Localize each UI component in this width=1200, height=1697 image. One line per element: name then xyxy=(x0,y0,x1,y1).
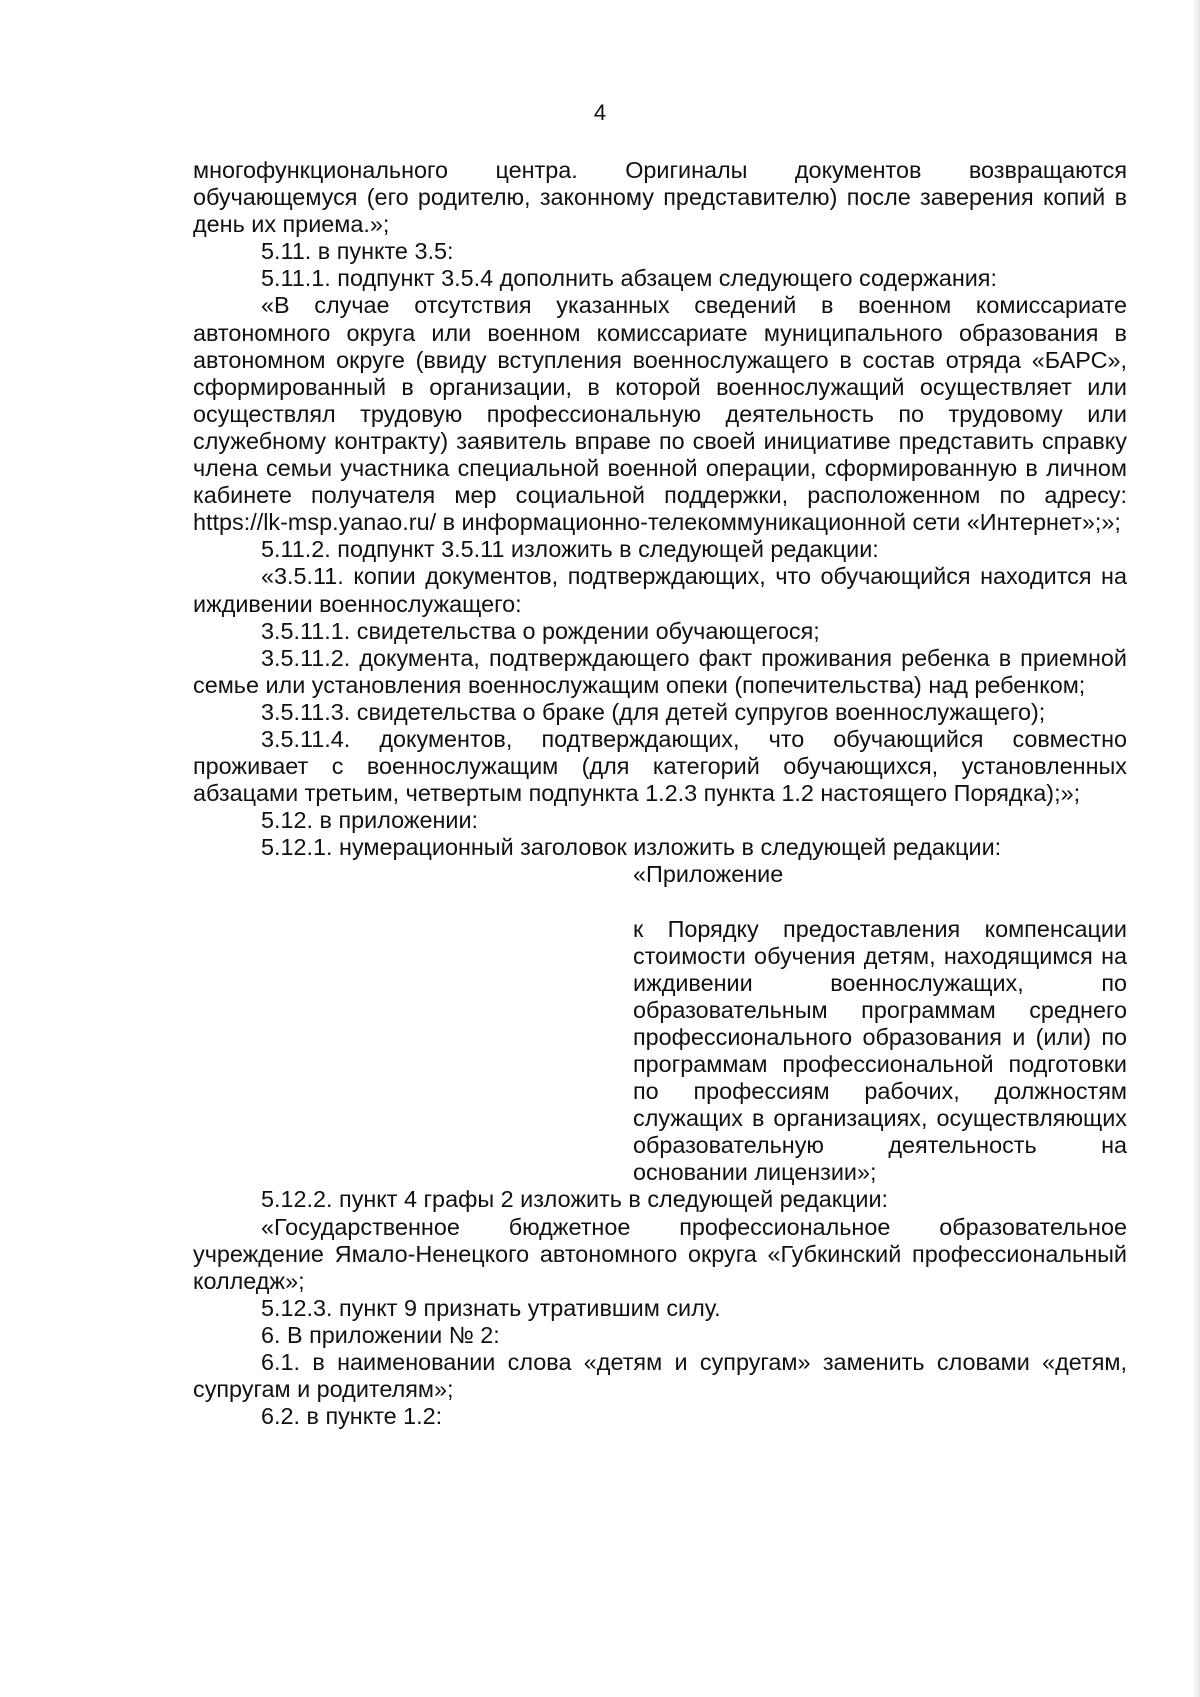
paragraph-college-name: «Государственное бюджетное профессиональное образовательное учреждение Ямало-Ненецкого автономного округа «Губкинский профессиональный колледж»; xyxy=(193,1213,1127,1294)
paragraph-3-5-11: «3.5.11. копии документов, подтверждающих, что обучающийся находится на иждивении военнослужащего: xyxy=(193,563,1127,617)
paragraph-5-12-3: 5.12.3. пункт 9 признать утратившим силу. xyxy=(261,1294,721,1321)
paragraph-quote-absence: «В случае отсутствия указанных сведений в военном комиссариате автономного округа или военном комиссариате муниципального образования в автономном округе (ввиду вступления военнослужащего в состав отряда «БАРС», сформированный в организации, в которой военнослужащий осуществляет или осуществлял трудовую профессиональную деятельность по трудовому или служебному контракту) заявитель вправе по своей инициативе представить справку члена семьи участника специальной военной операции, сформированную в личном кабинете получателя мер социальной поддержки, расположенном по адресу: https://lk-msp.yanao.ru/ в информационно-телекоммуникационной сети «Интернет»;»; xyxy=(193,292,1127,536)
paragraph-6: 6. В приложении № 2: xyxy=(261,1321,500,1348)
paragraph-3-5-11-4: 3.5.11.4. документов, подтверждающих, что обучающийся совместно проживает с военнослужащим (для категорий обучающихся, установленных абзацами третьим, четвертым подпункта 1.2.3 пункта 1.2 настоящего Порядка);»; xyxy=(193,725,1127,807)
paragraph-continuation: многофункционального центра. Оригиналы документов возвращаются обучающемуся (его родителю, законному представителю) после заверения копий в день их приема.»; xyxy=(193,157,1127,238)
page-number: 4 xyxy=(593,100,607,125)
paragraph-5-11: 5.11. в пункте 3.5: xyxy=(261,238,454,265)
scan-edge xyxy=(1192,0,1200,1697)
paragraph-3-5-11-3: 3.5.11.3. свидетельства о браке (для детей супругов военнослужащего); xyxy=(261,698,1046,725)
paragraph-6-2: 6.2. в пункте 1.2: xyxy=(261,1403,443,1430)
paragraph-5-12-1: 5.12.1. нумерационный заголовок изложить в следующей редакции: xyxy=(261,834,1002,861)
paragraph-5-11-2: 5.11.2. подпункт 3.5.11 изложить в следующей редакции: xyxy=(261,536,879,563)
paragraph-3-5-11-2: 3.5.11.2. документа, подтверждающего факт проживания ребенка в приемной семье или установления военнослужащим опеки (попечительства) над ребенком; xyxy=(193,644,1127,698)
document-body xyxy=(193,157,1127,1430)
paragraph-5-12: 5.12. в приложении: xyxy=(261,807,479,834)
appendix-gap xyxy=(633,889,1127,916)
paragraph-3-5-11-1: 3.5.11.1. свидетельства о рождении обучающегося; xyxy=(261,617,820,644)
paragraph-6-1: 6.1. в наименовании слова «детям и супругам» заменить словами «детям, супругам и родителям»; xyxy=(193,1349,1127,1403)
paragraph-5-11-1: 5.11.1. подпункт 3.5.4 дополнить абзацем следующего содержания: xyxy=(261,265,997,292)
appendix-header-block xyxy=(633,861,1127,1186)
appendix-title: «Приложение xyxy=(633,861,784,888)
appendix-text: к Порядку предоставления компенсации стоимости обучения детям, находящимся на иждивении военнослужащих, по образовательным программам среднего профессионального образования и (или) по программам профессиональной подготовки по профессиям рабочих, должностям служащих в организациях, осуществляющих образовательную деятельность на основании лицензии»; xyxy=(633,915,1127,1186)
paragraph-5-12-2: 5.12.2. пункт 4 графы 2 изложить в следующей редакции: xyxy=(261,1186,889,1213)
